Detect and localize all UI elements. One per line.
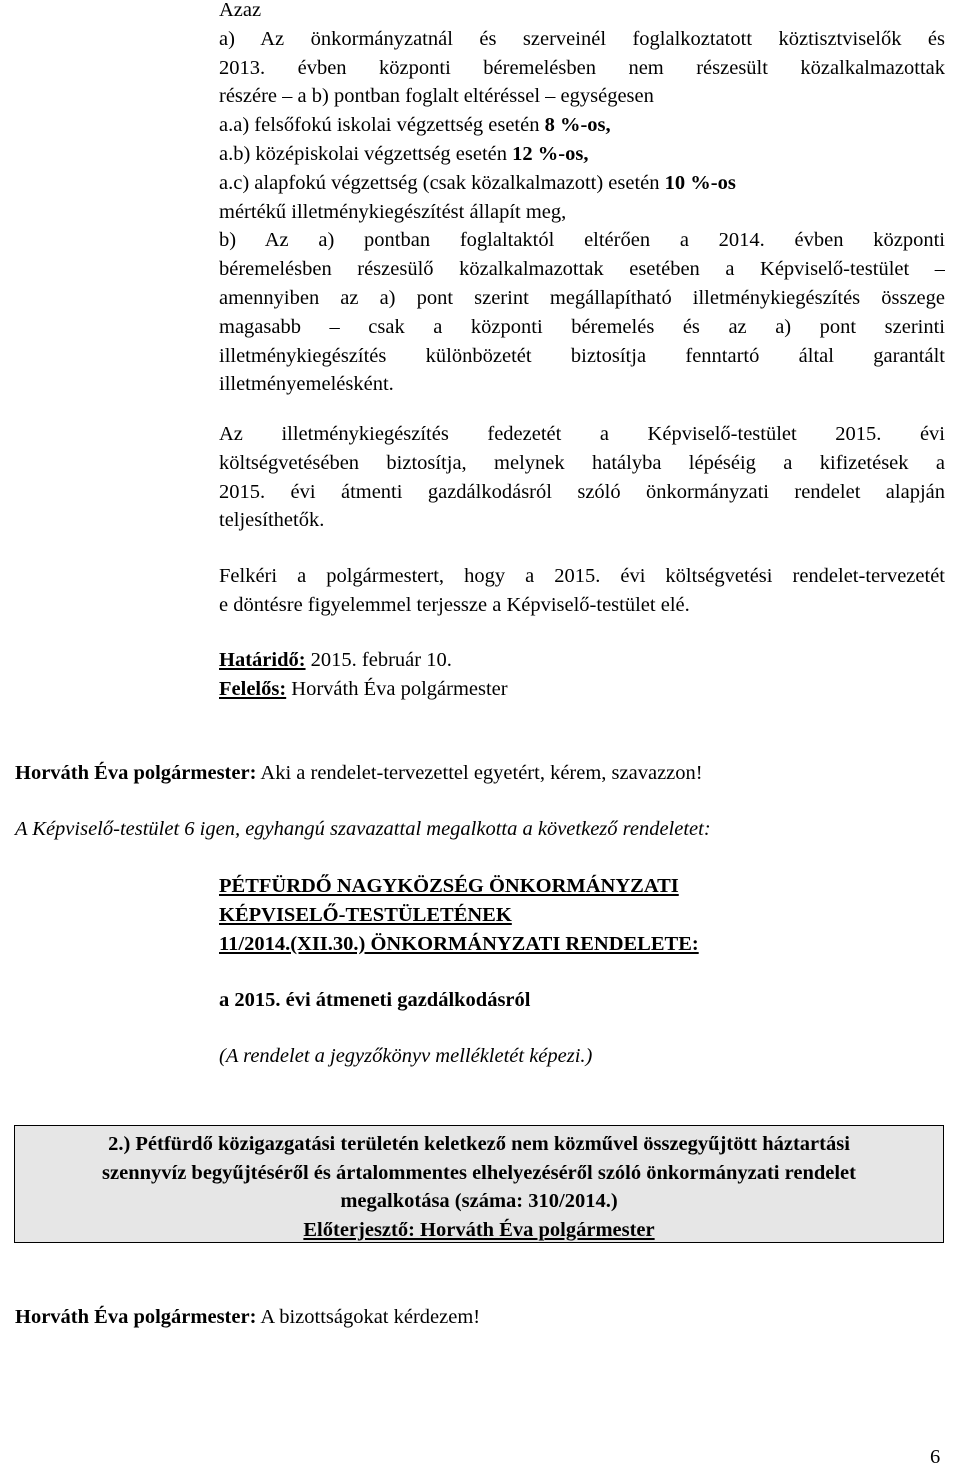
responsible-label: Felelős: bbox=[219, 677, 287, 700]
text-line: b) Az a) pontban foglaltaktól eltérően a 2014. évben központi bbox=[219, 229, 945, 252]
deadline-value: 2015. február 10. bbox=[305, 649, 452, 671]
text-line: a) Az önkormányzatnál és szerveinél foglalkoztatott köztisztviselők és bbox=[219, 27, 945, 50]
text-line: béremelésben részesülő közalkalmazottak esetében a Képviselő-testület – bbox=[219, 258, 945, 281]
text-line: Felkéri a polgármestert, hogy a 2015. évi költségvetési rendelet-tervezetét bbox=[219, 565, 945, 587]
text-line: részére – a b) pontban foglalt eltéréssel – egységesen bbox=[219, 85, 654, 108]
deadline-line bbox=[219, 646, 945, 675]
deadline-block bbox=[219, 646, 945, 704]
decree-title-line: PÉTFÜRDŐ NAGYKÖZSÉG ÖNKORMÁNYZATI bbox=[219, 875, 679, 897]
deadline-label: Határidő: bbox=[219, 649, 306, 671]
speaker-text: Aki a rendelet-tervezettel egyetért, kérem, szavazzon! bbox=[256, 762, 703, 784]
decree-title-line: 11/2014.(XII.30.) ÖNKORMÁNYZATI RENDELETE: bbox=[219, 932, 699, 955]
text-line: a.c) alapfokú végzettség (csak közalkalmazott) esetén 10 %-os bbox=[219, 171, 736, 194]
text-line: teljesíthetők. bbox=[219, 509, 325, 532]
speaker-text: A bizottságokat kérdezem! bbox=[256, 1306, 481, 1328]
speaker-statement-2 bbox=[15, 1303, 950, 1332]
funding-paragraph bbox=[219, 420, 945, 535]
agenda-item-title-line: szennyvíz begyűjtéséről és ártalommentes elhelyezéséről szóló önkormányzati rendelet bbox=[102, 1161, 856, 1184]
text-line: illetménykiegészítés különbözetét biztosítja fenntartó által garantált bbox=[219, 344, 945, 367]
decree-title bbox=[219, 872, 945, 958]
vote-result: A Képviselő-testület 6 igen, egyhangú szavazattal megalkotta a következő rendeletet: bbox=[15, 818, 711, 840]
text-line: amennyiben az a) pont szerint megállapítható illetménykiegészítés összege bbox=[219, 286, 945, 309]
text-line: 2013. évben központi béremelésben nem részesült közalkalmazottak bbox=[219, 56, 945, 79]
decree-title-line: KÉPVISELŐ-TESTÜLETÉNEK bbox=[219, 903, 512, 926]
text-line: illetményemelésként. bbox=[219, 373, 394, 396]
page-number: 6 bbox=[930, 1446, 941, 1468]
decree-subject: a 2015. évi átmeneti gazdálkodásról bbox=[219, 989, 531, 1011]
request-paragraph bbox=[219, 562, 945, 620]
text-line: mértékű illetménykiegészítést állapít meg, bbox=[219, 200, 567, 223]
text-line: Az illetménykiegészítés fedezetét a Képviselő-testület 2015. évi bbox=[219, 423, 945, 445]
speaker-name: Horváth Éva polgármester: bbox=[15, 762, 257, 784]
text-line: e döntésre figyelemmel terjessze a Képviselő-testület elé. bbox=[219, 593, 690, 616]
responsible-line bbox=[219, 675, 945, 704]
text-line: magasabb – csak a központi béremelés és az a) pont szerinti bbox=[219, 315, 945, 338]
agenda-item-title-line: megalkotása (száma: 310/2014.) bbox=[340, 1190, 618, 1213]
text-line: költségvetésében biztosítja, melynek hatályba lépéséig a kifizetések a bbox=[219, 451, 945, 474]
responsible-value: Horváth Éva polgármester bbox=[286, 677, 508, 700]
agenda-item-title-line: 2.) Pétfürdő közigazgatási területén keletkező nem közművel összegyűjtött háztartási bbox=[108, 1133, 850, 1155]
resolution-paragraph-1 bbox=[219, 0, 945, 399]
text-line: Azaz bbox=[219, 0, 262, 21]
text-line: 2015. évi átmenti gazdálkodásról szóló önkormányzati rendelet alapján bbox=[219, 480, 945, 503]
text-line: a.a) felsőfokú iskolai végzettség esetén 8 %-os, bbox=[219, 114, 611, 137]
agenda-item-box bbox=[14, 1125, 944, 1243]
decree-annex-note: (A rendelet a jegyzőkönyv mellékletét képezi.) bbox=[219, 1045, 593, 1067]
speaker-name: Horváth Éva polgármester: bbox=[15, 1306, 257, 1328]
agenda-item-presenter: Előterjesztő: Horváth Éva polgármester bbox=[303, 1218, 655, 1241]
speaker-statement-1 bbox=[15, 759, 950, 788]
text-line: a.b) középiskolai végzettség esetén 12 %-os, bbox=[219, 142, 589, 165]
